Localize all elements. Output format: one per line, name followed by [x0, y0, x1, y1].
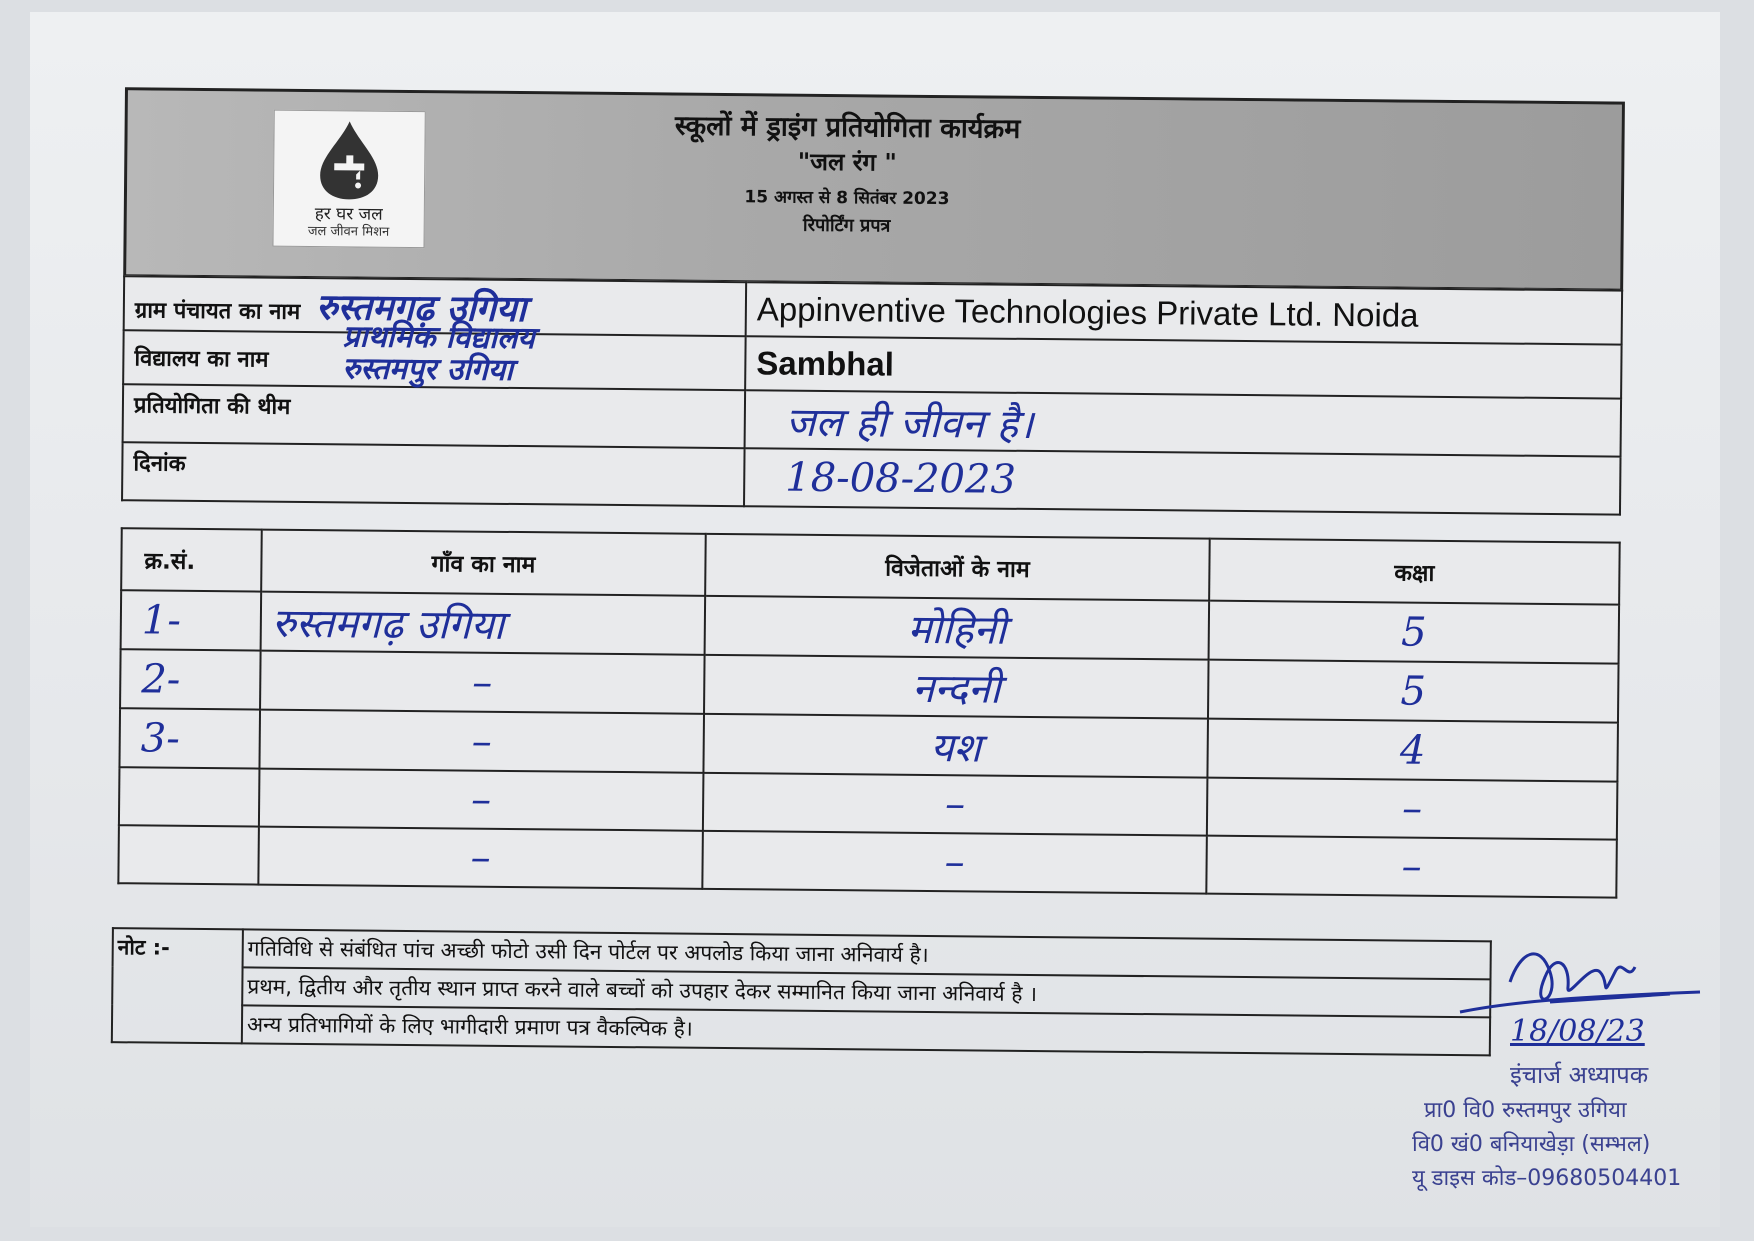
notes-table — [111, 927, 1492, 1056]
class-cell: – — [1206, 836, 1617, 898]
note-item-2: प्रथम, द्वितीय और तृतीय स्थान प्राप्त करने वाले बच्चों को उपहार देकर सम्मानित किया जाना अनिवार्य है । — [242, 967, 1490, 1017]
water-drop-icon — [312, 119, 387, 202]
serial-cell: 2- — [120, 649, 261, 709]
serial-cell: 1- — [121, 590, 262, 650]
signature-date: 18/08/23 — [1510, 1014, 1645, 1049]
theme-value: जल ही जीवन है। — [785, 399, 1034, 448]
document-page — [30, 12, 1720, 1227]
class-cell: – — [1207, 778, 1618, 840]
serial-cell — [118, 825, 259, 884]
village-cell: – — [259, 710, 704, 773]
theme-label: प्रतियोगिता की थीम — [133, 393, 291, 420]
district-cell — [745, 336, 1621, 398]
village-cell: – — [258, 827, 703, 889]
date-value-cell — [744, 448, 1621, 514]
school-cell — [123, 319, 745, 390]
panchayat-label: ग्राम पंचायत का नाम — [134, 297, 301, 325]
winner-cell: मोहिनी — [705, 596, 1210, 660]
winner-cell: नन्दनी — [704, 655, 1209, 719]
col-class-header: कक्षा — [1209, 539, 1620, 605]
stamp-udise-code: यू डाइस कोड–09680504401 — [1412, 1166, 1682, 1191]
district-name: Sambhal — [756, 344, 895, 383]
note-item-3: अन्य प्रतिभागियों के लिए भागीदारी प्रमाण पत्र वैकल्पिक है। — [242, 1005, 1490, 1055]
serial-cell — [119, 767, 260, 826]
winner-cell: – — [703, 773, 1208, 836]
details-table — [121, 275, 1623, 515]
col-winner-header: विजेताओं के नाम — [705, 534, 1210, 601]
company-cell — [746, 282, 1622, 344]
form-header — [123, 87, 1625, 291]
col-serial-header: क्र.सं. — [121, 528, 262, 591]
school-value-line2: रुस्तमपुर उगिया — [342, 351, 514, 388]
col-village-header: गाँव का नाम — [261, 530, 706, 596]
date-label-cell — [122, 442, 745, 506]
stamp-school: प्रा0 वि0 रुस्तमपुर उगिया — [1424, 1098, 1627, 1123]
class-cell: 5 — [1208, 660, 1619, 723]
school-label: विद्यालय का नाम — [134, 346, 269, 373]
theme-label-cell — [123, 384, 746, 448]
serial-cell: 3- — [119, 708, 260, 768]
stamp-block: वि0 खं0 बनियाखेड़ा (सम्भल) — [1412, 1132, 1651, 1157]
winners-table — [117, 527, 1620, 898]
date-label: दिनांक — [133, 451, 186, 477]
winner-cell: यश — [703, 714, 1208, 778]
event-dates: 15 अगस्त से 8 सितंबर 2023 — [744, 187, 950, 210]
note-item-1: गतिविधि से संबंधित पांच अच्छी फोटो उसी दिन पोर्टल पर अपलोड किया जाना अनिवार्य है। — [243, 929, 1491, 979]
logo-text-primary: हर घर जल — [314, 204, 383, 225]
winner-cell: – — [702, 831, 1207, 894]
form-subtitle: "जल रंग " — [797, 147, 898, 177]
logo-text-secondary: जल जीवन मिशन — [307, 224, 390, 240]
date-value: 18-08-2023 — [785, 454, 1017, 503]
village-cell: – — [259, 769, 704, 831]
school-value-line1: प्राथमिक विद्यालय — [342, 319, 535, 357]
class-cell: 5 — [1209, 601, 1620, 664]
stamp-designation: इंचार्ज अध्यापक — [1510, 1061, 1649, 1089]
form-name: रिपोर्टिंग प्रपत्र — [802, 214, 891, 237]
form-title: स्कूलों में ड्राइंग प्रतियोगिता कार्यक्रम — [674, 110, 1021, 145]
panchayat-value: रुस्तमगढ़ उगिया — [315, 285, 527, 330]
class-cell: 4 — [1207, 719, 1618, 782]
company-name: Appinventive Technologies Private Ltd. Noida — [756, 290, 1419, 334]
village-cell: रुस्तमगढ़ उगिया — [261, 592, 706, 655]
jal-jeevan-mission-logo — [272, 110, 425, 248]
village-cell: – — [260, 651, 705, 714]
theme-value-cell — [745, 390, 1622, 456]
notes-label: नोट :- — [112, 928, 243, 1043]
